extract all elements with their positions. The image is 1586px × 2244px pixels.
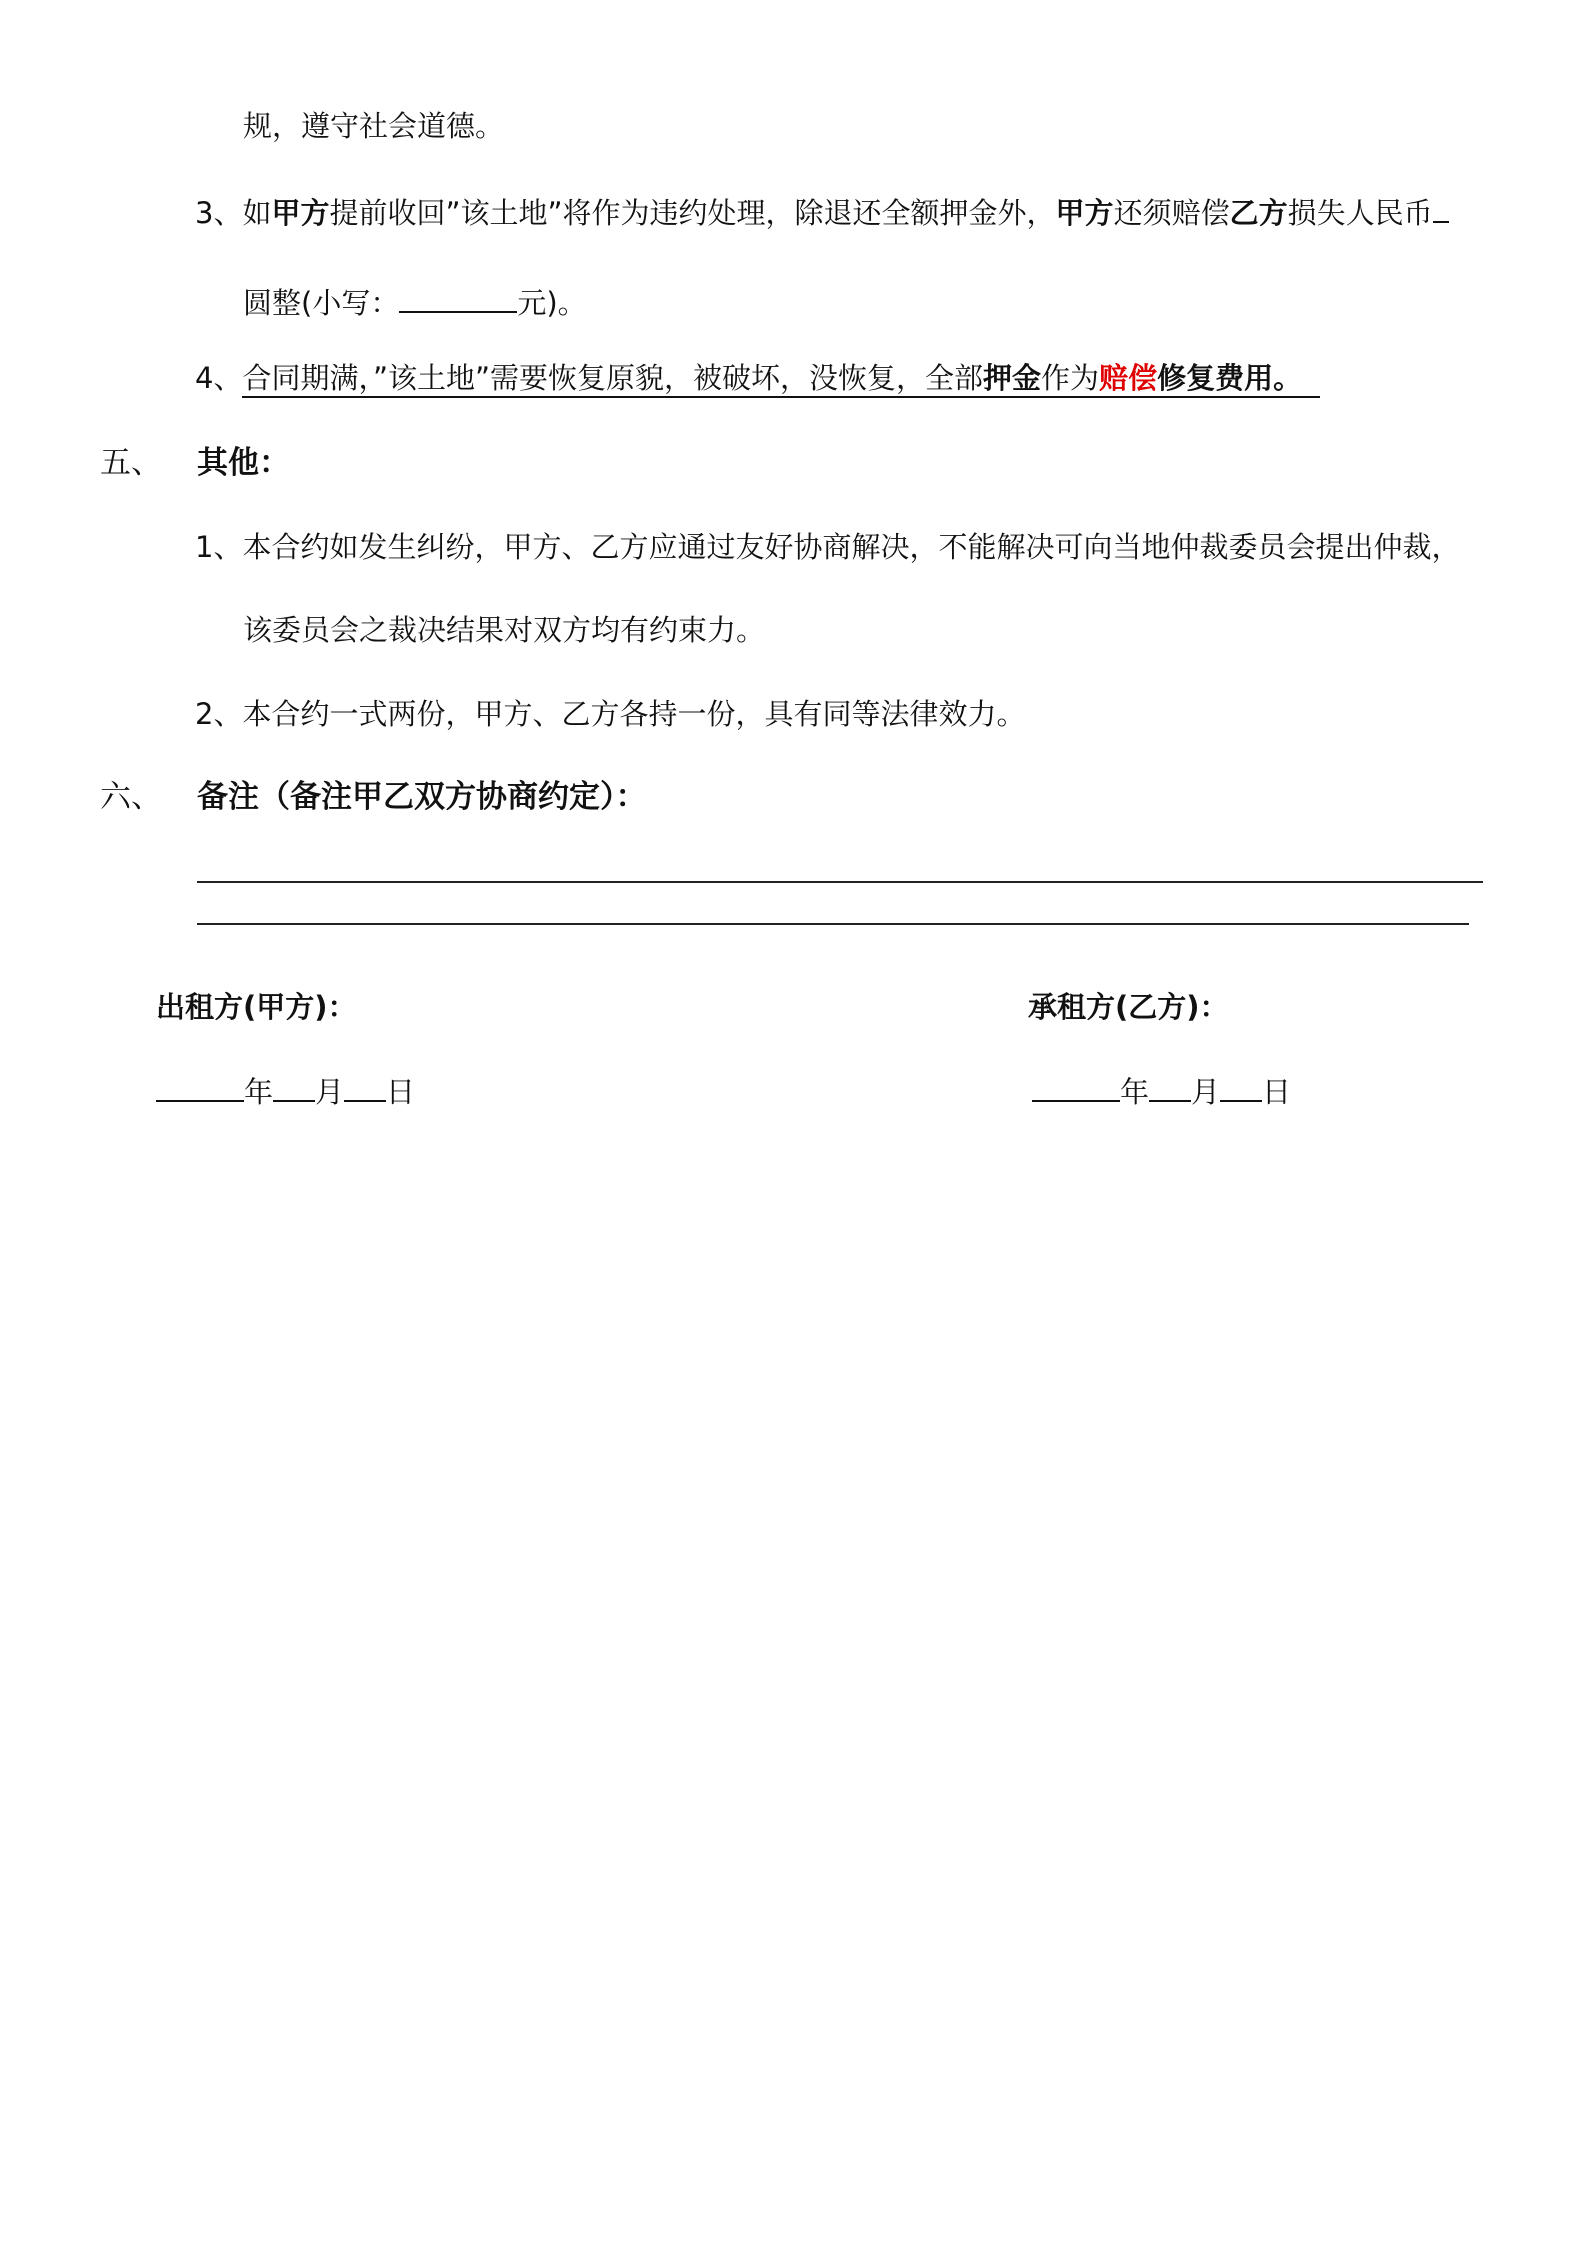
amount-blank xyxy=(1433,193,1449,223)
other-item2-text: 本合约一式两份，甲方、乙方各持一份，具有同等法律效力。 xyxy=(242,697,1026,731)
item4-text-1: 合同期满，”该土地”需要恢复原貌，被破坏，没恢复，全部 xyxy=(242,361,984,395)
year-label: 年 xyxy=(1120,1075,1150,1109)
year-blank[interactable] xyxy=(156,1072,244,1102)
clause-item-3-line2 xyxy=(243,283,587,321)
lessee-label: 承租方(乙方)： xyxy=(1028,990,1229,1024)
item-number: 3、 xyxy=(195,196,243,230)
year-blank[interactable] xyxy=(1032,1072,1120,1102)
amount-number-blank xyxy=(399,283,517,313)
day-blank[interactable] xyxy=(344,1072,386,1102)
other-item-1-line2 xyxy=(243,612,765,648)
item4-compensation: 赔偿 xyxy=(1099,361,1158,395)
item3-text-1: 如 xyxy=(242,196,272,230)
other-item1-line1: 本合约如发生纠纷，甲方、乙方应通过友好协商解决，不能解决可向当地仲裁委员会提出仲裁， xyxy=(242,530,1461,564)
section-6-title: 备注（备注甲乙双方协商约定）： xyxy=(197,779,647,815)
month-label: 月 xyxy=(315,1075,345,1109)
other-item1-line2: 该委员会之裁决结果对双方均有约束力。 xyxy=(243,613,766,647)
item-number: 1、 xyxy=(195,530,243,564)
item4-deposit: 押金 xyxy=(983,361,1042,395)
item3-text-5: 还须赔偿 xyxy=(1113,196,1230,230)
item4-underlined xyxy=(242,361,1320,398)
item3-party-b: 乙方 xyxy=(1229,196,1288,230)
paragraph-continuation xyxy=(243,108,504,144)
clause-item-3 xyxy=(195,193,1449,231)
day-blank[interactable] xyxy=(1220,1072,1262,1102)
other-item-2 xyxy=(195,696,1025,732)
lessee-date xyxy=(1032,1072,1291,1110)
item3-text-3: 提前收回”该土地”将作为违约处理，除退还全额押金外， xyxy=(329,196,1056,230)
item4-text-3: 作为 xyxy=(1041,361,1100,395)
item-number: 4、 xyxy=(195,361,243,395)
remarks-line-2[interactable] xyxy=(197,923,1469,925)
item-number: 2、 xyxy=(195,697,243,731)
item3-line2-a: 圆整(小写： xyxy=(243,286,400,320)
continuation-text: 规，遵守社会道德。 xyxy=(243,109,505,143)
clause-item-4 xyxy=(195,360,1320,396)
item3-text-7: 损失人民币 xyxy=(1287,196,1433,230)
item3-party-a: 甲方 xyxy=(271,196,330,230)
section-5-number: 五、 xyxy=(100,445,162,481)
item3-party-a-2: 甲方 xyxy=(1055,196,1114,230)
lessor-label: 出租方(甲方)： xyxy=(156,990,357,1024)
other-item-1 xyxy=(195,529,1460,565)
day-label: 日 xyxy=(1262,1075,1292,1109)
year-label: 年 xyxy=(244,1075,274,1109)
section-5-title: 其他： xyxy=(197,445,290,481)
remarks-line-1[interactable] xyxy=(197,881,1483,883)
month-blank[interactable] xyxy=(273,1072,315,1102)
day-label: 日 xyxy=(386,1075,416,1109)
lessor-date xyxy=(156,1072,415,1110)
item3-line2-b: 元)。 xyxy=(517,286,587,320)
month-blank[interactable] xyxy=(1149,1072,1191,1102)
item4-repair-cost: 修复费用。 xyxy=(1157,361,1303,395)
section-6-number: 六、 xyxy=(100,779,162,815)
month-label: 月 xyxy=(1191,1075,1221,1109)
